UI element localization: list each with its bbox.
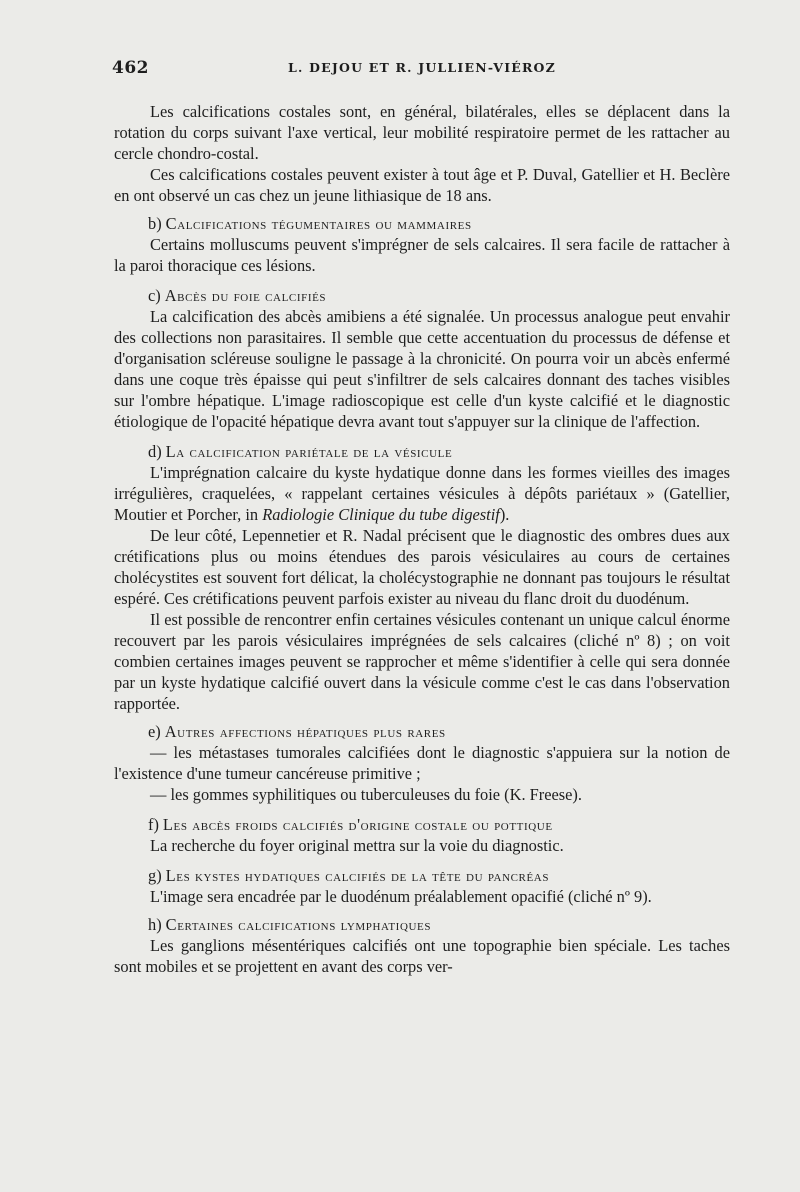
- paragraph: De leur côté, Lepennetier et R. Nadal précisent que le diagnostic des ombres dues aux crétifications plus ou moins étendues des parois vésiculaires au cours de certaines cholécystites est souvent fort délicat, la cholécystographie ne donnant pas toujours le résultat espéré. Ces crétifications peuvent parfois exister au niveau du flanc droit du duodénum.: [114, 526, 730, 608]
- section-label: d): [148, 442, 162, 461]
- section-title: Calcifications tégumentaires ou mammaires: [165, 214, 472, 233]
- list-item: — les gommes syphilitiques ou tuberculeuses du foie (K. Freese).: [150, 785, 582, 804]
- section-heading: [114, 721, 730, 742]
- paragraph-text: ).: [499, 505, 510, 524]
- paragraph-text: L'imprégnation calcaire du kyste hydatique donne dans les formes vieilles des images irrégulières, craquelées, « rappelant certaines vésicules à dépôts pariétaux » (Gatellier, Moutier et Porcher, in: [114, 463, 730, 524]
- section-heading: [114, 441, 730, 462]
- section-title: La calcification pariétale de la vésicule: [165, 442, 453, 461]
- citation-title: Radiologie Clinique du tube digestif: [262, 505, 500, 524]
- section-heading: [114, 213, 730, 234]
- section-heading: [114, 865, 730, 886]
- section-title: Autres affections hépatiques plus rares: [164, 722, 446, 741]
- paragraph: L'image sera encadrée par le duodénum préalablement opacifié (cliché nº 9).: [150, 887, 652, 906]
- paragraph: Les ganglions mésentériques calcifiés ont une topographie bien spéciale. Les taches sont mobiles et se projettent en avant des corps ver-: [114, 936, 730, 976]
- paragraph: Il est possible de rencontrer enfin certaines vésicules contenant un unique calcul énorme recouvert par les parois vésiculaires imprégnées de sels calcaires (cliché nº 8) ; on voit combien certaines images peuvent se rapprocher et même s'identifier à celle qui sera donnée par un kyste hydatique calcifié ouvert dans la vésicule comme c'est le cas dans l'observation rapportée.: [114, 610, 730, 713]
- section-heading: [114, 914, 730, 935]
- paragraph: Ces calcifications costales peuvent exister à tout âge et P. Duval, Gatellier et H. Beclère en ont observé un cas chez un jeune lithiasique de 18 ans.: [114, 165, 730, 205]
- paragraph: Certains molluscums peuvent s'imprégner de sels calcaires. Il sera facile de rattacher à la paroi thoracique ces lésions.: [114, 235, 730, 275]
- paragraph: [114, 462, 730, 525]
- page-number: 462: [112, 58, 149, 78]
- section-label: c): [148, 286, 161, 305]
- running-title: L. DEJOU ET R. JULLIEN-VIÉROZ: [288, 60, 556, 75]
- section-title: Les abcès froids calcifiés d'origine costale ou pottique: [162, 815, 553, 834]
- list-item: — les métastases tumorales calcifiées dont le diagnostic s'appuiera sur la notion de l'existence d'une tumeur cancéreuse primitive ;: [114, 743, 730, 783]
- section-label: h): [148, 915, 162, 934]
- page-header: [112, 58, 732, 82]
- body-text: [114, 101, 730, 977]
- paragraph: La calcification des abcès amibiens a été signalée. Un processus analogue peut envahir des collections non parasitaires. Il semble que cette accentuation du processus de défense et d'organisation scléreuse souligne le passage à la chronicité. On pourra voir un abcès enfermé dans une coque très épaisse qui peut s'infiltrer de sels calcaires donnant des taches visibles sur l'ombre hépatique. L'image radioscopique est celle d'un kyste calcifié et le diagnostic étiologique de l'opacité hépatique devra avant tout s'appuyer sur la clinique de l'affection.: [114, 307, 730, 431]
- section-label: g): [148, 866, 162, 885]
- section-label: f): [148, 815, 159, 834]
- section-title: Certaines calcifications lymphatiques: [165, 915, 432, 934]
- section-title: Abcès du foie calcifiés: [164, 286, 327, 305]
- section-heading: [114, 814, 730, 835]
- section-title: Les kystes hydatiques calcifiés de la tête du pancréas: [165, 866, 550, 885]
- section-label: b): [148, 214, 162, 233]
- section-label: e): [148, 722, 161, 741]
- paragraph: La recherche du foyer original mettra sur la voie du diagnostic.: [150, 836, 564, 855]
- section-heading: [114, 285, 730, 306]
- paragraph: Les calcifications costales sont, en général, bilatérales, elles se déplacent dans la rotation du corps suivant l'axe vertical, leur mobilité respiratoire permet de les rattacher au cercle chondro-costal.: [114, 102, 730, 163]
